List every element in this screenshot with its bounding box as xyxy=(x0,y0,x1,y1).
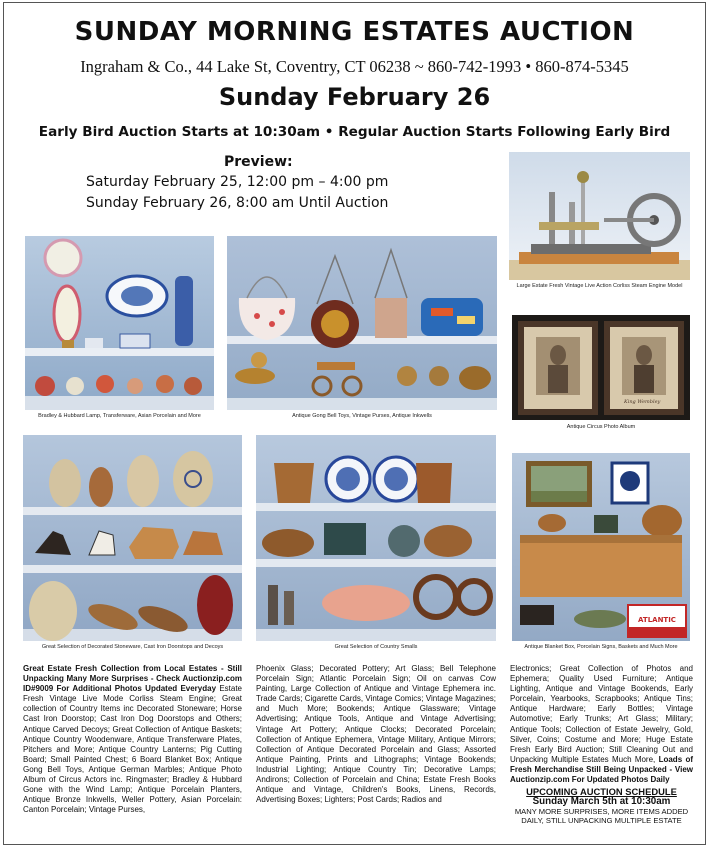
body-col3-text: Electronics; Great Collection of Photos and Ephemera; Quality Used Furniture; Antique Lighting, Antique and Vintage Bookends, Early Porcelain, Yearbooks, Scrapbooks; Antique Tins; Antique Hardware; Early Bottles; Vintage Automotive; Early Trunks; Art Glass; Military; Antique Tools; Collection of Estate Jewelry, Gold, Silver, Coins; Costume and More; Huge Estate Fresh Early Bird Auction; Still Cleaning Out and Unpacking Multiple Estates Much More, xyxy=(510,664,693,764)
schedule-date: Sunday March 5th at 10:30am xyxy=(532,796,671,808)
stoneware-doorstops-photo xyxy=(23,435,242,641)
bell-toys-image xyxy=(227,236,497,410)
flyer-title: SUNDAY MORNING ESTATES AUCTION xyxy=(74,17,635,47)
country-smalls-photo xyxy=(256,435,496,641)
country-smalls-caption: Great Selection of Country Smalls xyxy=(334,644,418,650)
body-column-2 xyxy=(256,664,496,805)
circus-album-caption: Antique Circus Photo Album xyxy=(566,424,636,430)
body-col3-bold: Loads of Fresh Merchandise Still Being Unpacked - View Auctionzip.com For Updated Photos Daily xyxy=(510,754,693,785)
body-lead: Great Estate Fresh Collection from Local Estates - Still Unpacking Many More Surprises - Check Auctionzip.com ID#9009 For Additional Photos Updated Everyday xyxy=(23,664,242,694)
preview-sunday: Sunday February 26, 8:00 am Until Auction xyxy=(86,195,389,211)
lamp-caption: Bradley & Hubbard Lamp, Transferware, Asian Porcelain and More xyxy=(38,413,201,419)
blanket-box-photo xyxy=(512,453,690,641)
schedule-note: MANY MORE SURPRISES, MORE ITEMS ADDED DAILY, STILL UNPACKING MULTIPLE ESTATE xyxy=(514,807,689,826)
body-column-3 xyxy=(510,664,693,825)
auction-date: Sunday February 26 xyxy=(218,83,491,111)
body-column-1 xyxy=(23,664,242,815)
body-col1-text: Estate Fresh Vintage Live Mode Corliss Steam Engine; Great collection of Country Items inc Decorated Stoneware; Horse Cast Iron Doorstop; Cast Iron Dog Doorstops and Others; Antique Carved Decoys; Great Collection of Antique Baskets; Antique Country Woodenware, Antique Transferware Plates, Pitchers and More; Antique Country Lanterns; Pig Cutting Board; Small Painted Chest; 6 Board Blanket Box; Antique Gong Bell Toys, Antique German Marbles; Antique Photo Album of Circus Actors inc. Ringmaster; Bradley & Hubbard Gone with the Wind Lamp; Antique Porcelain Planters, Antique Bronze Inkwells, Weller Pottery, Asian Porcelain: Canton Porcelain; Vintage Purses, xyxy=(23,684,242,815)
steam-engine-photo xyxy=(509,152,690,280)
lamp-transferware-photo xyxy=(25,236,214,410)
stoneware-image xyxy=(23,435,242,641)
country-smalls-image xyxy=(256,435,496,641)
circus-album-photo xyxy=(512,315,690,420)
stoneware-caption: Great Selection of Decorated Stoneware, Cast Iron Doorstops and Decoys xyxy=(41,644,224,650)
blanket-box-caption: Antique Blanket Box, Porcelain Signs, Baskets and Much More xyxy=(524,644,678,650)
blanket-box-image xyxy=(512,453,690,641)
atlantic-sign-text: ATLANTIC xyxy=(638,616,676,624)
auction-address: Ingraham & Co., 44 Lake St, Coventry, CT 06238 ~ 860-742-1993 • 860-874-5345 xyxy=(80,57,629,76)
auction-flyer xyxy=(3,2,706,845)
album-inscription: King Wembley xyxy=(624,399,661,405)
bell-toys-caption: Antique Gong Bell Toys, Vintage Purses, Antique Inkwells xyxy=(292,413,432,419)
schedule-title: UPCOMING AUCTION SCHEDULE xyxy=(526,786,677,798)
early-bird-notice: Early Bird Auction Starts at 10:30am • Regular Auction Starts Following Early Bird xyxy=(38,124,671,140)
steam-engine-image xyxy=(509,152,690,280)
bell-toys-purses-photo xyxy=(227,236,497,410)
body-col2-text: Phoenix Glass; Decorated Pottery; Art Glass; Bell Telephone Porcelain Sign; Atlantic Porcelain Sign; Oil on canvas Cow Painting, Large Collection of Antique and Vintage Ephemera inc. Trade Cards; Cigarette Cards, Vintage Comics; Vintage Magazines; and Much More; Bookends; Antique Glassware; Vintage Advertising; Antique Tools, Antique and Vintage Advertising; Vintage Art Pottery; Antique Clocks; Decorated Porcelain; Collection of Antique Ephemera, Vintage Military, Antique Mirrors; Collection of Antique Decorated Porcelain and Glass; Assorted Antique Painting, Prints and Lithographs; Vintage Bookends; Industrial Lighting; Antique Country Tin; Decorative Lamps; Andirons; Collection of Porcelain and China; Estate Fresh Books Antique and Vintage, Children's Books, Linens, Records, Advertising Boxes; Lighters; Post Cards; Radios and xyxy=(256,664,496,805)
preview-saturday: Saturday February 25, 12:00 pm – 4:00 pm xyxy=(86,174,389,190)
preview-title: Preview: xyxy=(224,154,293,170)
steam-engine-caption: Large Estate Fresh Vintage Live Action Corliss Steam Engine Model xyxy=(516,283,683,289)
lamp-image xyxy=(25,236,214,410)
circus-album-image xyxy=(512,315,690,420)
